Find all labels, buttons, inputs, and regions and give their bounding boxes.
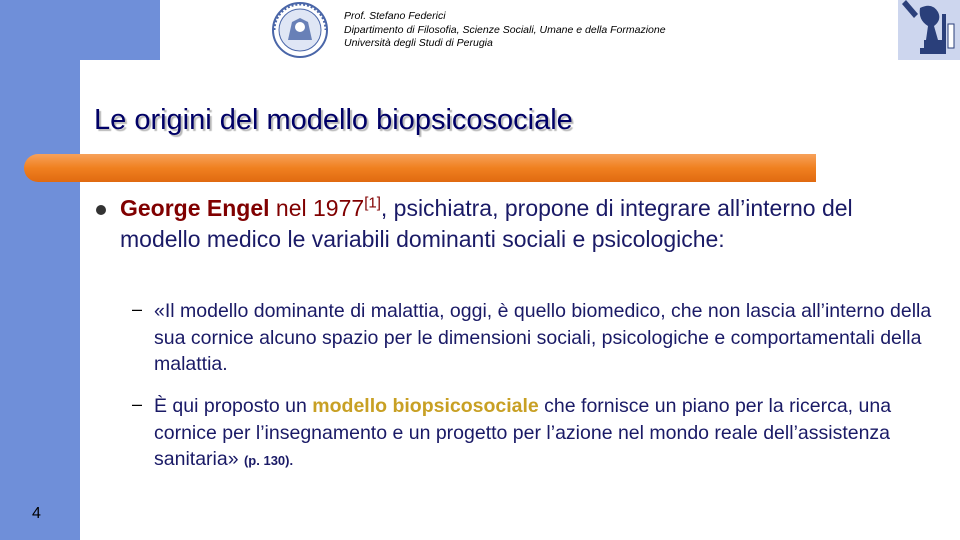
- quote-text-1: «Il modello dominante di malattia, oggi, è quello biomedico, che non lascia all’interno della sua cornice alcuno spazio per le dimensioni sociali, psicologiche e comportamentali della malattia.: [154, 300, 932, 375]
- bullet-icon: [96, 205, 106, 215]
- header-department: Dipartimento di Filosofia, Scienze Sociali, Umane e della Formazione: [344, 23, 666, 36]
- author-name: George Engel: [120, 195, 270, 221]
- bullet-rest: , psichiatra, propone di integrare all’interno del modello medico le variabili dominanti sociali e psicologiche:: [120, 195, 853, 252]
- quote2-after: che fornisce un piano per la ricerca, una cornice per l’insegnamento e un progetto per l’azione nel mondo reale dell’assistenza sanitaria»: [154, 395, 892, 470]
- main-bullet-text: [120, 193, 880, 255]
- header-university: Università degli Studi di Perugia: [344, 37, 493, 49]
- slide-number: 4: [32, 505, 41, 522]
- quote2-before: È qui proposto un: [154, 395, 313, 417]
- header-professor: Prof. Stefano Federici: [344, 10, 446, 22]
- header-info: [344, 10, 666, 51]
- year-text: nel 1977: [269, 195, 365, 221]
- page-reference: (p. 130).: [243, 453, 294, 468]
- quote-text-2: [154, 393, 944, 475]
- title-underline-bar: [24, 154, 816, 182]
- highlight-term: modello biopsicosociale: [312, 395, 539, 417]
- sub-dash-1: –: [132, 299, 143, 319]
- reference-marker: [1]: [364, 194, 381, 212]
- sub-dash-2: –: [132, 394, 143, 414]
- slide-title: Le origini del modello biopsicosociale: [94, 104, 573, 136]
- left-blue-band: [0, 0, 80, 540]
- department-logo-icon: [898, 0, 960, 60]
- top-corner-band: [80, 0, 160, 60]
- university-seal-icon: [262, 0, 338, 60]
